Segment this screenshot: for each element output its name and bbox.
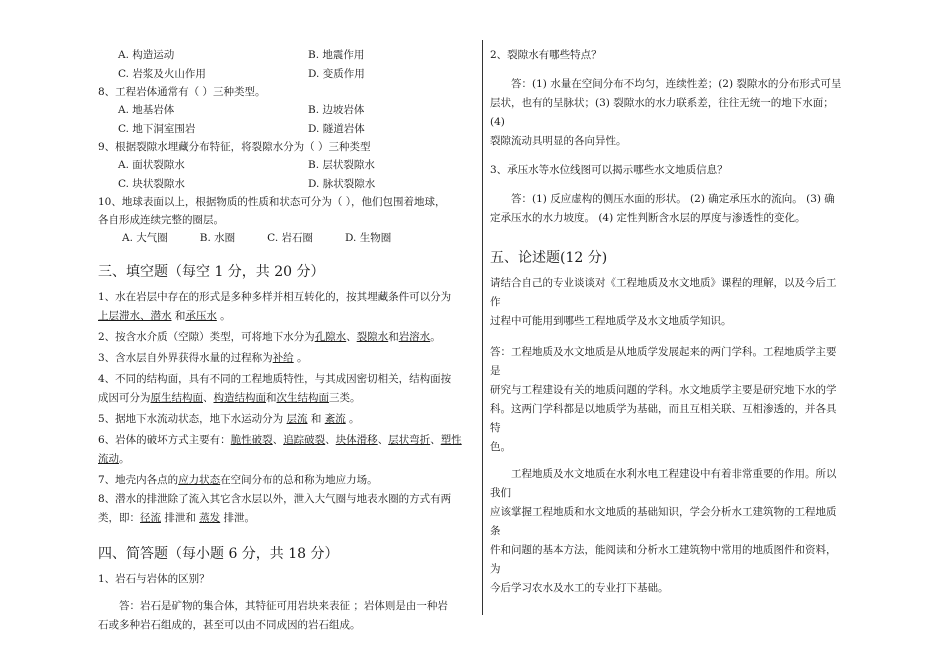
fill-5: 5、据地下水流动状态，地下水运动分为 层流 和 紊流 。 (98, 412, 360, 425)
left-column (98, 46, 482, 635)
section-4-title: 四、简答题（每小题 6 分，共 18 分） (98, 545, 339, 562)
right-column (490, 46, 845, 598)
fill-4-answers: 成因可分为原生结构面、构造结构面和次生结构面三类。 (98, 391, 361, 404)
q7-options-2 (98, 65, 482, 84)
short-answer-2-end: 裂隙流动具明显的各向异性。 (490, 135, 627, 147)
fill-8: 8、潜水的排泄除了流入其它含水层以外，泄入大气圈与地表水圈的方式有两 (98, 492, 452, 505)
option-b: B. 地震作用 (308, 49, 365, 61)
section-5-title: 五、论述题(12 分) (490, 250, 608, 266)
section-3-title: 三、填空题（每空 1 分，共 20 分） (98, 263, 325, 280)
essay-answer-3: 科。这两门学科都是以地质学为基础，而且互相关联、互相渗透的，并各具特 (490, 403, 837, 434)
essay-question: 请结合自己的专业谈谈对《工程地质及水文地质》课程的理解，以及今后工作 (490, 277, 837, 308)
option-a: A. 大气圈 (122, 232, 168, 244)
essay-para-2-3: 件和问题的基本方法，能阅读和分析水工建筑物中常用的地质图件和资料，为 (490, 544, 837, 575)
essay-para-2-2: 应该掌握工程地质和水文地质的基础知识，学会分析水工建筑物的工程地质条 (490, 506, 837, 537)
option-b: B. 水圈 (199, 232, 236, 244)
short-answer-1: 答：岩石是矿物的集合体，其特征可用岩块来表征 ；岩体则是由一种岩 (119, 599, 448, 612)
option-d: D. 隧道岩体 (308, 122, 365, 135)
option-d: D. 变质作用 (308, 67, 365, 80)
short-question-3: 3、承压水等水位线图可以揭示哪些水文地质信息？ (490, 164, 728, 176)
short-answer-3-cont: 定承压水的水力坡度。 (4) 定性判断含水层的厚度与渗透性的变化。 (490, 212, 806, 224)
option-b: B. 层状裂隙水 (308, 159, 375, 171)
option-c: C. 地下洞室围岩 (118, 122, 196, 135)
option-a: A. 地基岩体 (118, 104, 175, 116)
essay-answer-1: 答：工程地质及水文地质是从地质学发展起来的两门学科。工程地质学主要是 (490, 346, 837, 377)
question-8: 8、工程岩体通常有（ ）三种类型。 (98, 86, 266, 98)
column-divider (482, 40, 483, 615)
essay-answer-4: 色。 (490, 441, 511, 453)
fill-2: 2、按含水介质（空隙）类型，可将地下水分为孔隙水、裂隙水和岩溶水。 (98, 330, 441, 343)
q9-options-2 (98, 175, 482, 194)
fill-1-answers: 上层滞水、潜水 和承压水 。 (98, 309, 231, 322)
option-b: B. 边坡岩体 (308, 104, 365, 116)
option-a: A. 构造运动 (118, 49, 175, 61)
fill-7: 7、地壳内各点的应力状态在空间分布的总和称为地应力场。 (98, 473, 378, 486)
option-c: C. 岩浆及火山作用 (118, 67, 206, 80)
short-question-1: 1、岩石与岩体的区别？ (98, 572, 210, 585)
option-c: C. 块状裂隙水 (118, 177, 185, 190)
fill-8-answers: 类，即：径流 排泄和 蒸发 排泄。 (98, 511, 256, 524)
essay-answer-2: 研究与工程建设有关的地质问题的学科。水文地质学主要是研究地下水的学 (490, 384, 837, 396)
q8-options-2 (98, 120, 482, 139)
q8-options (98, 101, 482, 120)
short-answer-3: 答：(1) 反应虚构的侧压水面的形状。 (2) 确定承压水的流向。 (3) 确 (511, 193, 835, 205)
option-d: D. 脉状裂隙水 (308, 177, 376, 190)
option-c: C. 岩石圈 (267, 232, 314, 244)
fill-4: 4、不同的结构面，具有不同的工程地质特性，与其成因密切相关，结构面按 (98, 372, 452, 385)
fill-1: 1、水在岩层中存在的形式是多种多样并相互转化的，按其埋藏条件可以分为 (98, 290, 452, 303)
question-10: 10、地球表面以上，根据物质的性质和状态可分为（ ），他们包围着地球， (98, 196, 446, 208)
q7-options (98, 46, 482, 65)
option-a: A. 面状裂隙水 (118, 159, 185, 171)
short-question-2: 2、裂隙水有哪些特点？ (490, 49, 602, 61)
essay-question-cont: 过程中可能用到哪些工程地质学及水文地质学知识。 (490, 315, 732, 327)
option-d: D. 生物圈 (345, 232, 392, 244)
short-answer-2: 答：(1) 水量在空间分布不均匀，连续性差；(2) 裂隙水的分布形式可呈 (511, 78, 842, 90)
fill-6: 6、岩体的破坏方式主要有：脆性破裂、追踪破裂、块体滑移、层状弯折、塑性 (98, 433, 462, 446)
q10-options (98, 229, 482, 248)
fill-6-cont: 流动。 (98, 452, 130, 465)
q9-options (98, 156, 482, 175)
short-answer-1-cont: 石或多种岩石组成的，甚至可以由不同成因的岩石组成。 (98, 618, 361, 631)
question-10-cont: 各自形成连续完整的圈层。 (98, 214, 224, 226)
fill-3: 3、含水层自外界获得水量的过程称为补给 。 (98, 351, 308, 364)
essay-para-2-4: 今后学习农水及水工的专业打下基础。 (490, 582, 669, 594)
short-answer-2-cont: 层状，也有的呈脉状；(3) 裂隙水的水力联系差，往往无统一的地下水面；(4) (490, 97, 834, 128)
essay-para-2-1: 工程地质及水文地质在水利水电工程建设中有着非常重要的作用。所以我们 (490, 468, 837, 499)
question-9: 9、根据裂隙水埋藏分布特征，将裂隙水分为（ ）三种类型 (98, 141, 371, 153)
